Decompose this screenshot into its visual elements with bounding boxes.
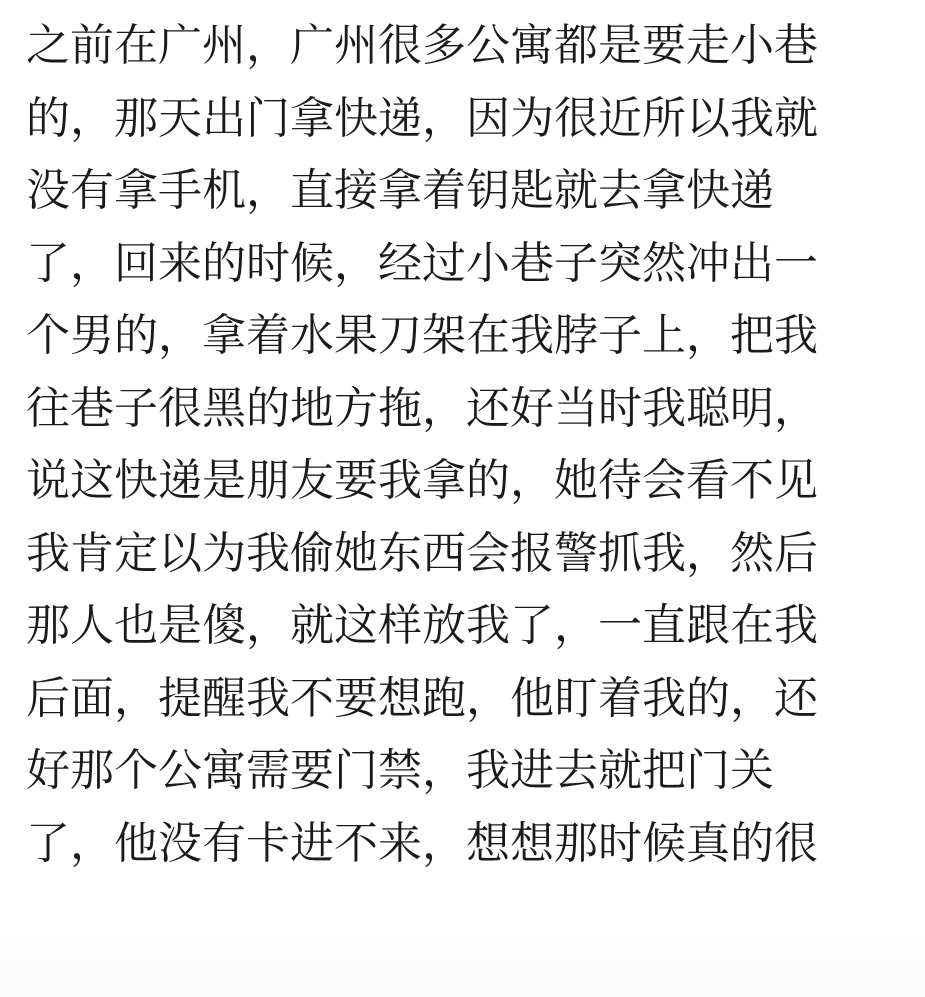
text-line: 的，那天出门拿快递，因为很近所以我就 xyxy=(26,92,818,144)
bottom-fade xyxy=(0,933,925,997)
text-line: 后面，提醒我不要想跑，他盯着我的，还 xyxy=(26,672,818,724)
text-line: 那人也是傻，就这样放我了，一直跟在我 xyxy=(26,600,818,651)
text-line: 之前在广州，广州很多公寓都是要走小巷 xyxy=(26,20,818,71)
text-line: 我肯定以为我偷她东西会报警抓我，然后 xyxy=(26,527,818,579)
text-line: 了，他没有卡进不来，想想那时候真的很 xyxy=(26,817,818,869)
text-line: 好那个公寓需要门禁，我进去就把门关 xyxy=(26,745,774,796)
text-line: 了，回来的时候，经过小巷子突然冲出一 xyxy=(26,237,818,289)
text-line: 没有拿手机，直接拿着钥匙就去拿快递 xyxy=(26,165,774,216)
text-line: 往巷子很黑的地方拖，还好当时我聪明， xyxy=(26,382,818,434)
text-line: 说这快递是朋友要我拿的，她待会看不见 xyxy=(26,455,818,506)
post-body-text xyxy=(26,10,906,880)
text-line: 个男的，拿着水果刀架在我脖子上，把我 xyxy=(26,310,818,361)
